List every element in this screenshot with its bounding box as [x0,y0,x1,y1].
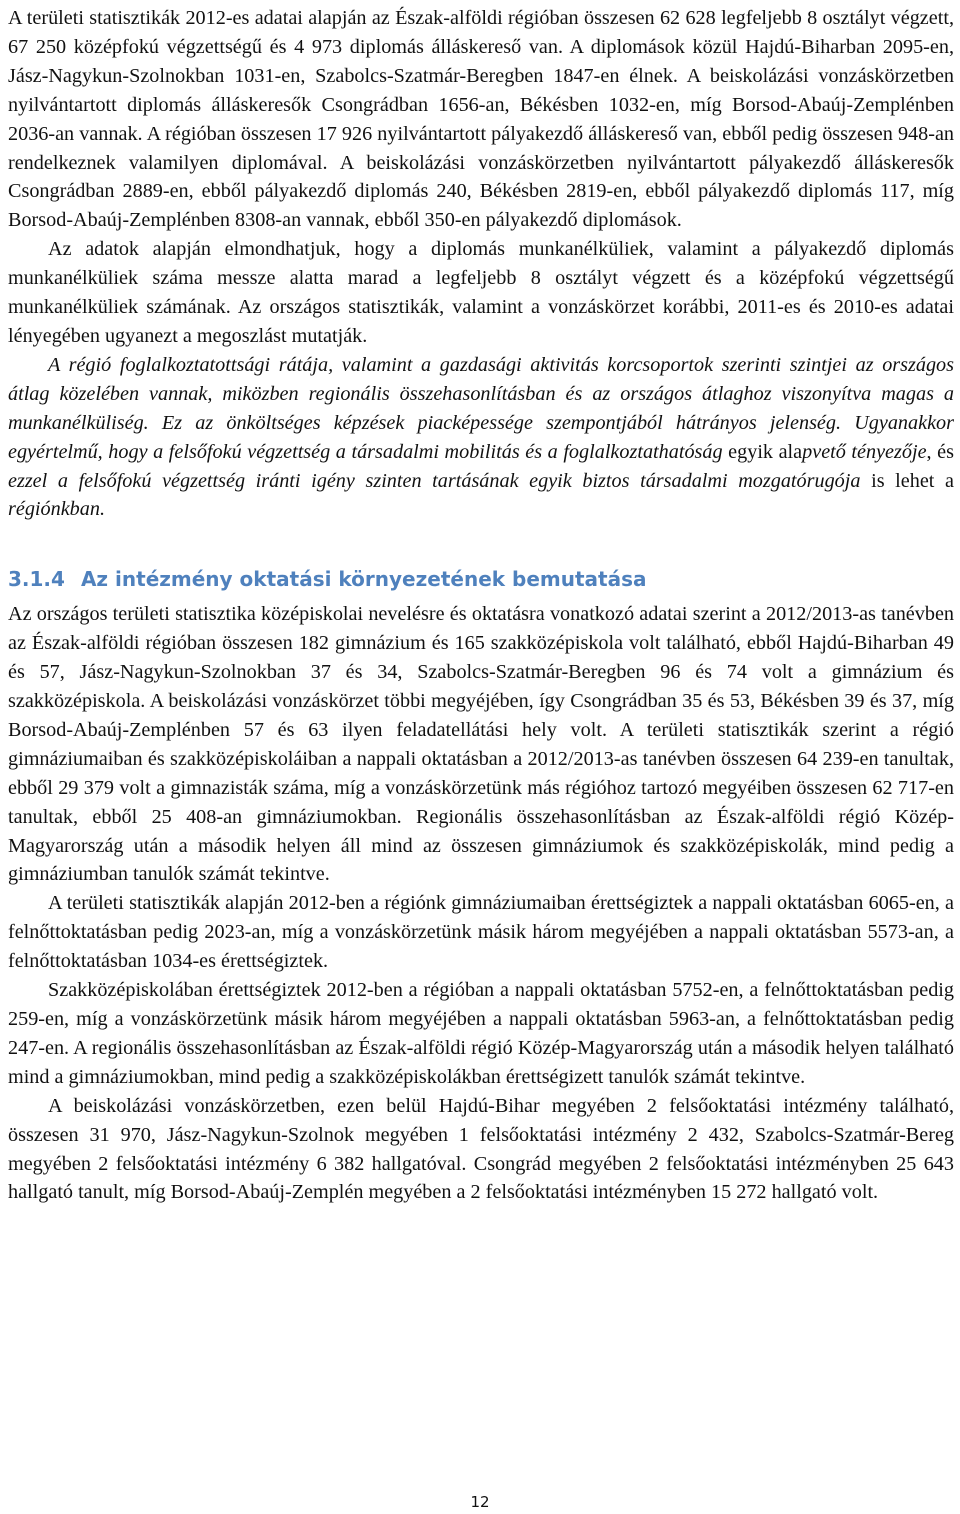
paragraph-unemployment-comparison: Az adatok alapján elmondhatjuk, hogy a diplomás munkanélküliek, valamint a pályakezdő diplomás munkanélküliek száma messze alatta marad a legfeljebb 8 osztályt végzett és a középfokú végzettségű munkanélküliek számának. Az országos statisztikák, valamint a vonzáskörzet korábbi, 2011-es és 2010-es adatai lényegében ugyanezt a megoszlást mutatják. [8,238,954,347]
paragraph-secondary-schools: Az országos területi statisztika középiskolai nevelésre és oktatásra vonatkozó adatai szerint a 2012/2013-as tanévben az Észak-alföldi régióban összesen 182 gimnázium és 165 szakközépiskola volt található, ebből Hajdú-Biharban 49 és 57, Jász-Nagykun-Szolnokban 37 és 34, Szabolcs-Szatmár-Beregben 96 és 74 volt a gimnázium és szakközépiskola. A beiskolázási vonzáskörzet többi megyéjében, így Csongrádban 35 és 53, Békésben 39 és 37, míg Borsod-Abaúj-Zemplénben 57 és 63 ilyen feladatellátási hely volt. A területi statisztikák szerint a régió gimnáziumaiban és szakközépiskoláiban a nappali oktatásban a 2012/2013-as tanévben összesen 64 239-en tanultak, ebből 29 379 volt a gimnazisták száma, míg a vonzáskörzetünk más régióhoz tartozó megyéiben összesen 62 717-en tanultak, ebből 25 408-an gimnáziumokban. Regionális összehasonlításban az Észak-alföldi régió Közép-Magyarország után a második helyen áll mind az összesen gimnáziumok és szakközépiskolák, mind pedig a gimnáziumban tanulók számát tekintve. [8,603,954,886]
plain-text: egyik ala [722,440,803,463]
italic-text: pvető tényezője [802,440,927,463]
plain-text: is lehet a [860,469,954,492]
section-title: Az intézmény oktatási környezetének bemutatása [80,567,647,592]
paragraph-higher-education: A beiskolázási vonzáskörzetben, ezen belül Hajdú-Bihar megyében 2 felsőoktatási intézmény található, összesen 31 970, Jász-Nagykun-Szolnok megyében 1 felsőoktatási intézmény 2 432, Szabolcs-Szatmár-Bereg megyében 2 felsőoktatási intézmény 6 382 hallgatóval. Csongrád megyében 2 felsőoktatási intézményben 25 643 hallgató tanult, míg Borsod-Abaúj-Zemplén megyében a 2 felsőoktatási intézményben 15 272 hallgató volt. [8,1094,954,1204]
plain-text: , és [926,440,954,463]
section-number: 3.1.4 [8,567,65,592]
italic-text: A régió foglalkoztatottsági rátája, valamint a gazdasági aktivitás korcsoportok szerinti szintjei az országos átlag közelében vannak, miközben regionális összehasonlításban és az országos átlaghoz viszonyítva magas a munkanélküliség. Ez az önköltséges képzések piacképessége szempontjából hátrányos jelenség. Ugyanakkor egyértelmű, hogy a felsőfokú végzettség a társadalmi mobilitás és a foglalkoztathatóság [8,353,954,463]
page-number: 12 [470,1493,490,1511]
italic-text: ezzel a felsőfokú végzettség iránti igény szinten tartásának egyik biztos társadalmi mozgatórugója [8,469,861,492]
paragraph-regional-employment [8,351,954,524]
paragraph-jobseekers: A területi statisztikák 2012-es adatai alapján az Észak-alföldi régióban összesen 62 628 legfeljebb 8 osztályt végzett, 67 250 középfokú végzettségű és 4 973 diplomás álláskereső van. A diplomások közül Hajdú-Biharban 2095-en, Jász-Nagykun-Szolnokban 1031-en, Szabolcs-Szatmár-Beregben 1847-en élnek. A beiskolázási vonzáskörzetben nyilvántartott diplomás álláskeresők Csongrádban 1656-an, Békésben 1032-en, míg Borsod-Abaúj-Zemplénben 2036-an vannak. A régióban összesen 17 926 nyilvántartott pályakezdő álláskereső van, ebből pedig összesen 948-an rendelkeznek valamilyen diplomával. A beiskolázási vonzáskörzetben nyilvántartott pályakezdő álláskeresők Csongrádban 2889-en, ebből pályakezdő diplomás 240, Békésben 2819-en, ebből pályakezdő diplomás 117, míg Borsod-Abaúj-Zemplénben 8308-an vannak, ebből 350-en pályakezdő diplomások. [8,7,954,232]
paragraph-vocational-graduates: Szakközépiskolában érettségiztek 2012-ben a régióban a nappali oktatásban 5752-en, a felnőttoktatásban pedig 259-en, míg a vonzáskörzetünk másik három megyéjében a nappali oktatásban 5963-an, a felnőttoktatásban pedig 247-en. A regionális összehasonlításban az Észak-alföldi régió Közép-Magyarország után a második helyen található mind a gimnáziumokban, mind pedig a szakközépiskolákban érettségizett tanulók számát tekintve. [8,979,954,1088]
italic-text: régiónkban. [8,498,105,521]
section-heading [8,564,954,594]
document-page [8,0,954,1207]
paragraph-gymnasium-graduates: A területi statisztikák alapján 2012-ben a régiónk gimnáziumaiban érettségiztek a nappali oktatásban 6065-en, a felnőttoktatásban pedig 2023-an, míg a vonzáskörzetünk másik három megyéjében a nappali oktatásban 5573-an, a felnőttoktatásban 1034-es érettségiztek. [8,892,954,973]
